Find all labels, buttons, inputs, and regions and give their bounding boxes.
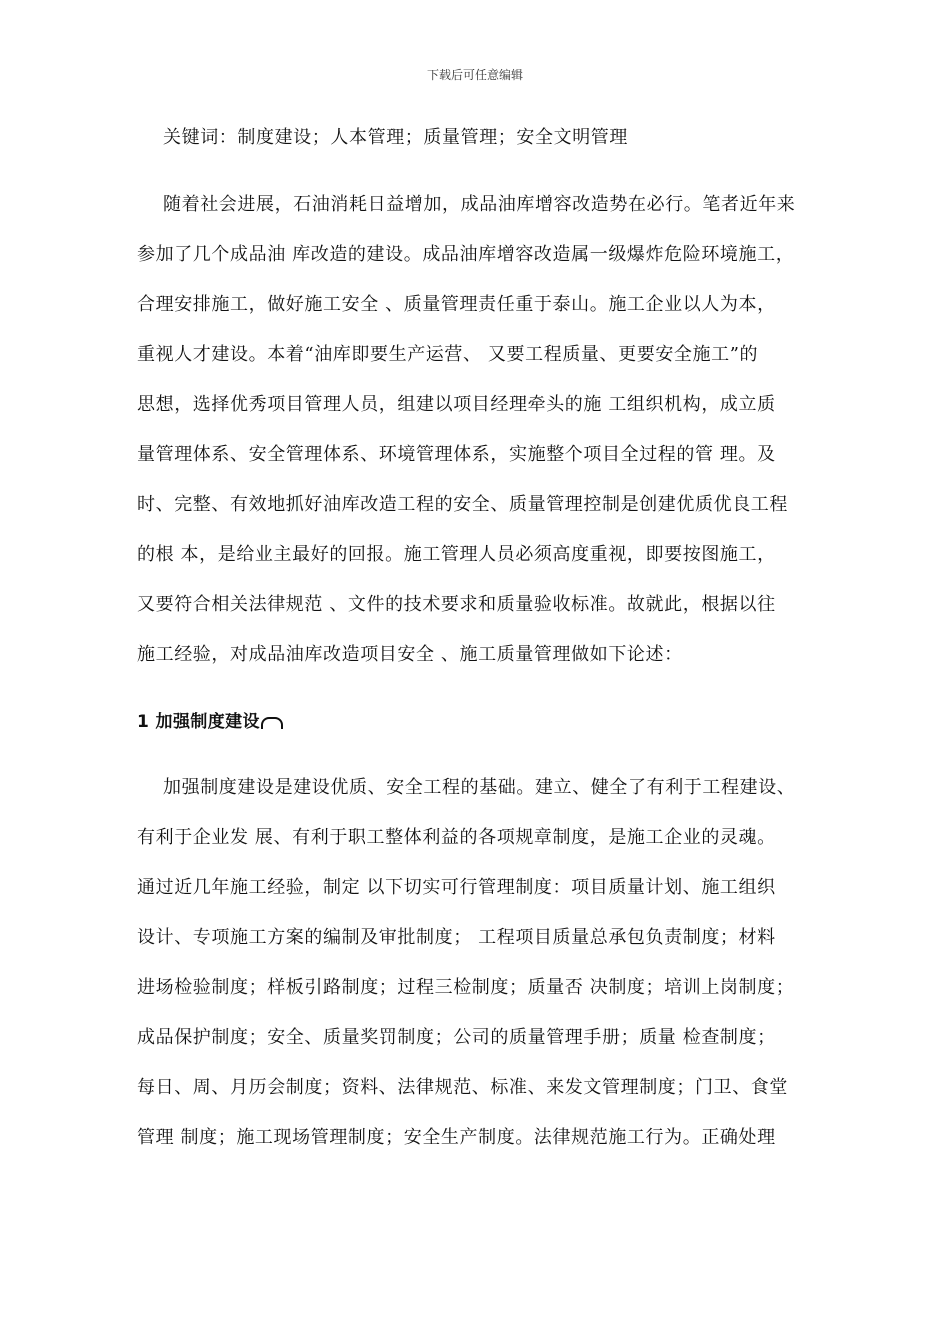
keywords-line: 关键词：制度建设；人本管理；质量管理；安全文明管理 <box>163 127 628 148</box>
section-line-7: 每日、周、月历会制度；资料、法律规范、标准、来发文管理制度；门卫、食堂 <box>137 1077 788 1098</box>
section-line-6: 成品保护制度；安全、质量奖罚制度；公司的质量管理手册；质量 检查制度； <box>137 1027 776 1048</box>
intro-line-3: 合理安排施工，做好施工安全 、质量管理责任重于泰山。施工企业以人为本， <box>137 294 776 315</box>
intro-line-7: 时、完整、有效地抓好油库改造工程的安全、质量管理控制是创建优质优良工程 <box>137 494 788 515</box>
intro-line-10: 施工经验，对成品油库改造项目安全 、施工质量管理做如下论述： <box>137 644 683 665</box>
section-line-8: 管理 制度；施工现场管理制度；安全生产制度。法律规范施工行为。正确处理 <box>137 1127 776 1148</box>
section-line-4: 设计、专项施工方案的编制及审批制度； 工程项目质量总承包负责制度；材料 <box>137 927 776 948</box>
intro-line-8: 的根 本，是给业主最好的回报。施工管理人员必须高度重视，即要按图施工， <box>137 544 776 565</box>
intro-line-5: 思想，选择优秀项目管理人员，组建以项目经理牵头的施 工组织机构，成立质 <box>137 394 776 415</box>
intro-line-2: 参加了几个成品油 库改造的建设。成品油库增容改造属一级爆炸危险环境施工， <box>137 244 795 265</box>
intro-line-6: 量管理体系、安全管理体系、环境管理体系，实施整个项目全过程的管 理。及 <box>137 444 776 465</box>
heading-mark-icon <box>261 717 283 729</box>
section-line-1: 加强制度建设是建设优质、安全工程的基础。建立、健全了有利于工程建设、 <box>163 777 796 798</box>
page-header: 下载后可任意编辑 <box>426 68 523 82</box>
intro-line-9: 又要符合相关法律规范 、文件的技术要求和质量验收标准。故就此，根据以往 <box>137 594 776 615</box>
section-line-3: 通过近几年施工经验，制定 以下切实可行管理制度：项目质量计划、施工组织 <box>137 877 776 898</box>
section-heading <box>137 710 283 734</box>
section-line-2: 有利于企业发 展、有利于职工整体利益的各项规章制度，是施工企业的灵魂。 <box>137 827 776 848</box>
section-line-5: 进场检验制度；样板引路制度；过程三检制度；质量否 决制度；培训上岗制度； <box>137 977 795 998</box>
intro-line-1: 随着社会进展，石油消耗日益增加，成品油库增容改造势在必行。笔者近年来 <box>163 194 796 215</box>
intro-line-4: 重视人才建设。本着“油库即要生产运营、 又要工程质量、更要安全施工”的 <box>137 344 759 365</box>
section-heading-text: 1 加强制度建设 <box>137 712 260 732</box>
